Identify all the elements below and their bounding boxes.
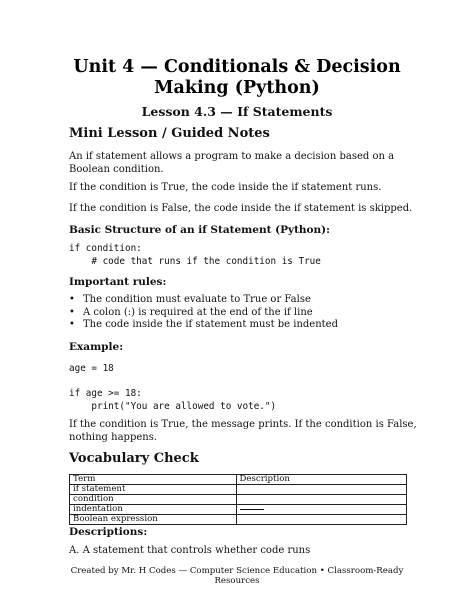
basic-structure-heading: Basic Structure of an if Statement (Python): (69, 224, 331, 236)
table-row (70, 485, 407, 495)
intro-paragraph-line1: An if statement allows a program to make a decision based on a (69, 151, 395, 162)
false-paragraph: If the condition is False, the code inside the if statement is skipped. (69, 203, 413, 214)
term-cell: indentation (70, 505, 237, 515)
lesson-title: Lesson 4.3 — If Statements (141, 104, 333, 119)
example-code-line1: age = 18 (69, 363, 114, 374)
mini-lesson-heading: Mini Lesson / Guided Notes (69, 126, 270, 141)
description-column-header: Description (236, 475, 407, 485)
vocabulary-table (69, 474, 407, 525)
term-cell: condition (70, 495, 237, 505)
example-explanation-line1: If the condition is True, the message prints. If the condition is False, (69, 419, 417, 430)
unit-title-line2: Making (Python) (154, 78, 320, 98)
term-cell: Boolean expression (70, 515, 237, 525)
example-explanation-line2: nothing happens. (69, 432, 158, 443)
description-cell[interactable] (236, 515, 407, 525)
description-cell[interactable] (236, 505, 407, 515)
example-heading: Example: (69, 341, 124, 353)
description-item-a: A. A statement that controls whether code runs (69, 545, 311, 556)
intro-paragraph-line2: Boolean condition. (69, 164, 164, 175)
term-column-header: Term (70, 475, 237, 485)
unit-title-line1: Unit 4 — Conditionals & Decision (73, 57, 401, 77)
description-cell[interactable] (236, 495, 407, 505)
example-code-line3: print("You are allowed to vote.") (69, 401, 277, 412)
descriptions-heading: Descriptions: (69, 526, 148, 538)
table-row (70, 505, 407, 515)
term-cell: if statement (70, 485, 237, 495)
true-paragraph: If the condition is True, the code inside the if statement runs. (69, 182, 382, 193)
table-row (70, 515, 407, 525)
description-cell[interactable] (236, 485, 407, 495)
table-header-row (70, 475, 407, 485)
rule-item: • The condition must evaluate to True or False (69, 294, 338, 307)
table-row (70, 495, 407, 505)
structure-code-line1: if condition: (69, 243, 142, 254)
structure-code-line2: # code that runs if the condition is True (69, 256, 321, 267)
rules-list (69, 294, 338, 332)
vocabulary-heading: Vocabulary Check (69, 451, 199, 466)
rule-item: • The code inside the if statement must be indented (69, 319, 338, 332)
footer-credit-line2: Resources (214, 576, 260, 586)
footer-credit-line1: Created by Mr. H Codes — Computer Science Education • Classroom-Ready (70, 566, 404, 576)
rules-heading: Important rules: (69, 276, 167, 288)
rule-item: • A colon (:) is required at the end of the if line (69, 307, 338, 320)
example-code-line2: if age >= 18: (69, 388, 142, 399)
answer-blank[interactable] (240, 508, 264, 510)
